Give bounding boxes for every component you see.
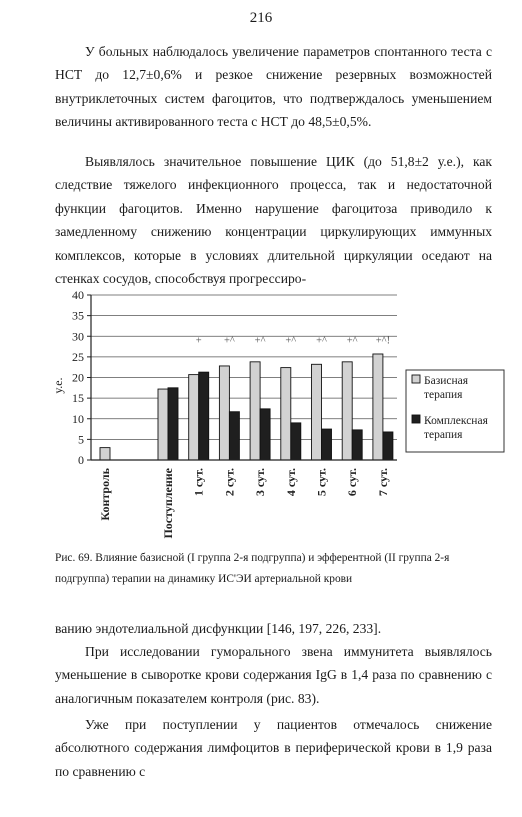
bar-basic	[250, 362, 260, 460]
bar-basic	[312, 364, 322, 460]
y-tick-label: 15	[72, 391, 84, 406]
bar-basic	[281, 368, 291, 460]
y-tick-label: 10	[72, 411, 84, 426]
bar-basic	[158, 389, 168, 460]
legend-swatch	[412, 375, 420, 383]
bar-basic	[100, 448, 110, 460]
significance-mark: +^	[254, 335, 266, 347]
y-tick-label: 30	[72, 329, 84, 344]
y-tick-label: 0	[78, 453, 84, 467]
bar-complex	[229, 412, 239, 460]
y-tick-label: 35	[72, 308, 84, 323]
bar-basic	[219, 366, 229, 460]
x-tick-label: 4 сут.	[283, 468, 298, 497]
bar-complex	[383, 432, 393, 460]
legend-label: Базисная терапия	[424, 375, 469, 401]
bar-basic	[373, 354, 383, 460]
paragraph: Уже при поступлении у пациентов отмечалось снижение абсолютного содержания лимфоцитов в периферической крови в 1,9 раза по сравнению с	[55, 717, 492, 779]
x-tick-label: 3 сут.	[253, 468, 268, 497]
significance-mark: +^	[316, 335, 327, 347]
y-axis-label: у.е.	[51, 377, 65, 394]
x-tick-label: 2 сут.	[222, 468, 237, 497]
paragraph: При исследовании гуморального звена иммунитета выявлялось уменьшение в сыворотке крови содержания IgG в 1,4 раза по сравнению с аналогичным показателем контроля (рис. 83).	[55, 644, 492, 706]
paragraph: ванию эндотелиальной дисфункции [146, 197, 226, 233].	[55, 621, 382, 636]
bar-chart	[0, 282, 522, 552]
x-tick-label: 5 сут.	[314, 468, 329, 497]
significance-mark: +^	[285, 335, 297, 347]
paragraph: Выявлялось значительное повышение ЦИК (до 51,8±2 у.е.), как следствие тяжелого инфекционного процесса, так и недостаточной функции фагоцитов. Именно нарушение фагоцитоза приводило к замедленному снижению концентрации циркулирующих иммунных комплексов, которые в условиях длительной циркуляции оседают на стенках сосудов, способствуя прогрессиро-	[55, 154, 492, 287]
bar-complex	[322, 429, 332, 460]
y-tick-label: 25	[72, 349, 84, 364]
bar-complex	[291, 423, 301, 460]
x-tick-label: 1 сут.	[191, 468, 206, 497]
x-tick-label: 7 сут.	[375, 468, 390, 497]
significance-mark: +^	[223, 335, 235, 347]
bar-complex	[199, 372, 209, 460]
y-tick-label: 5	[78, 432, 84, 447]
paragraph: У больных наблюдалось увеличение параметров спонтанного теста с НСТ до 12,7±0,6% и резкое снижение резервных возможностей внутриклеточных систем фагоцитов, что подтверждалось уменьшением величины активированного теста с НСТ до 48,5±0,5%.	[55, 44, 492, 130]
y-tick-label: 20	[72, 370, 84, 385]
x-tick-label: Поступление	[161, 468, 175, 539]
significance-mark: +^	[346, 335, 358, 347]
page-number: 216	[249, 10, 273, 26]
bar-basic	[189, 375, 199, 460]
bar-complex	[168, 388, 178, 460]
x-tick-label: 6 сут.	[345, 468, 360, 497]
legend-swatch	[412, 415, 420, 423]
bar-basic	[342, 362, 352, 460]
significance-mark: +	[195, 335, 202, 347]
figure-caption: Рис. 69. Влияние базисной (I группа 2-я подгруппа) и эфферентной (II группа 2-я подгруппа) терапии на динамику ИС'ЭИ артериальной крови	[55, 552, 450, 585]
x-tick-label: Контроль	[98, 468, 112, 521]
y-tick-label: 40	[72, 288, 84, 302]
significance-mark: +^!	[375, 335, 391, 347]
bar-complex	[260, 409, 270, 460]
bar-complex	[352, 430, 362, 460]
legend-label: Комплексная терапия	[424, 415, 488, 441]
